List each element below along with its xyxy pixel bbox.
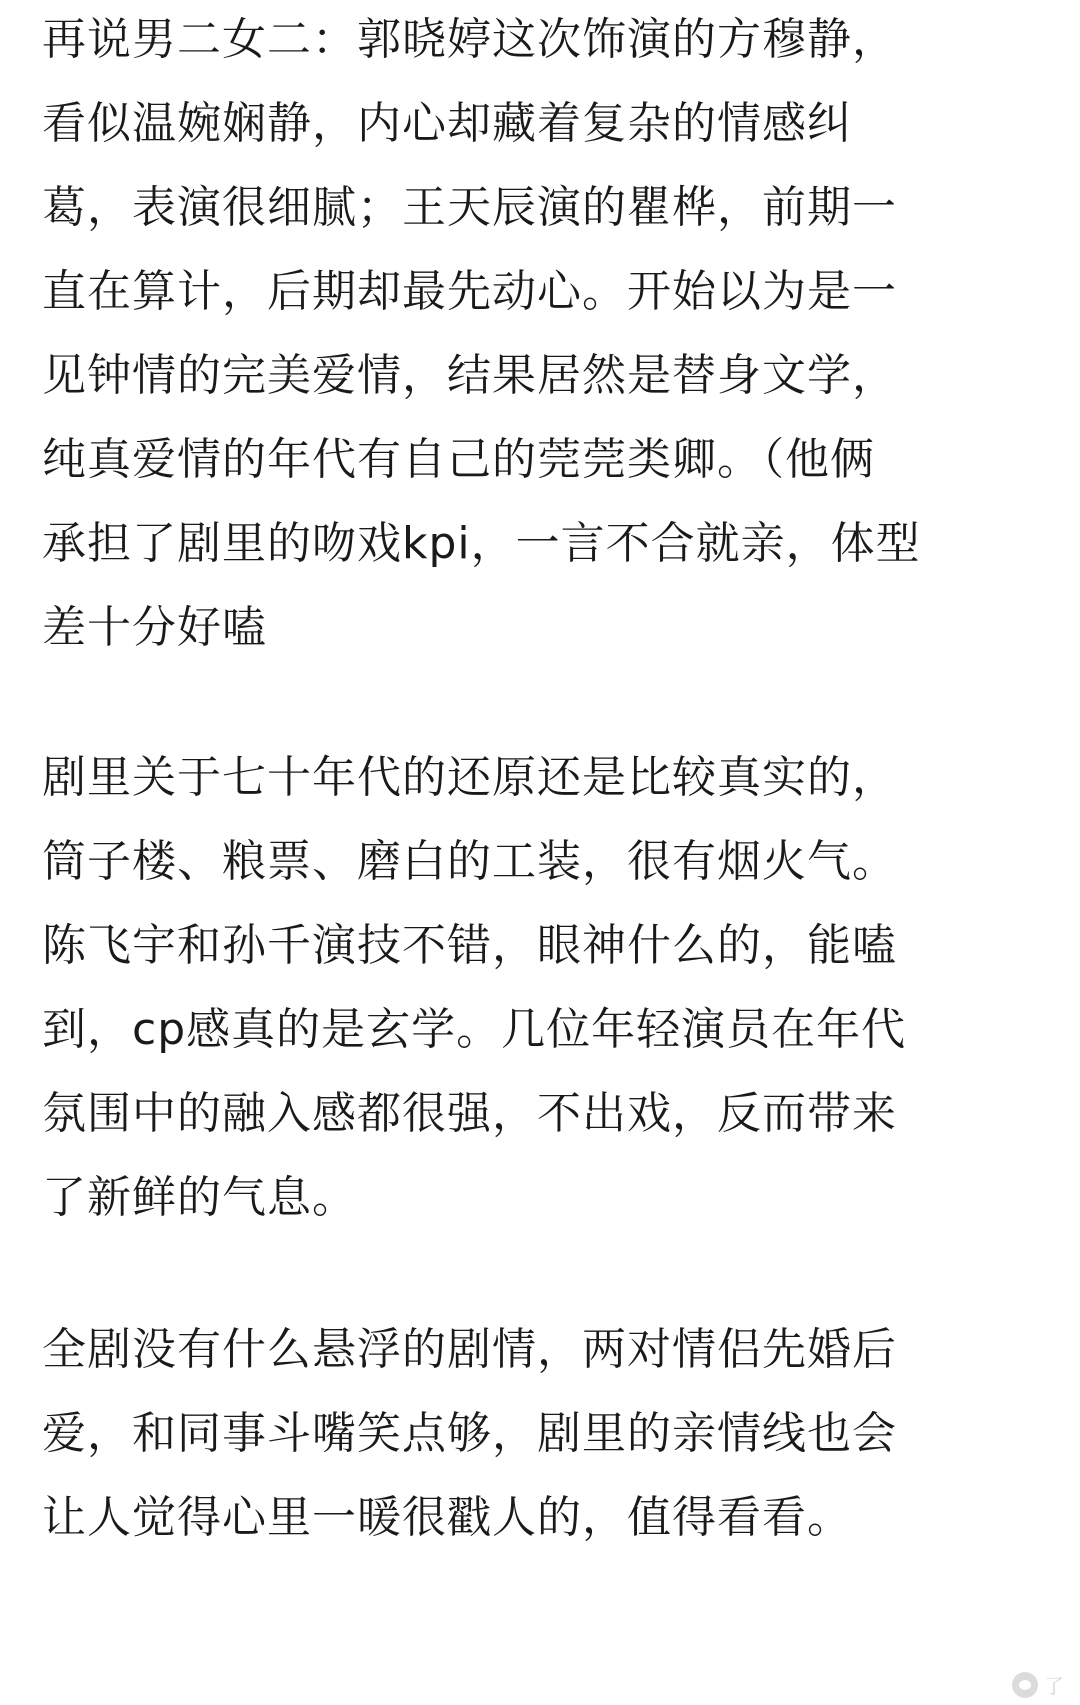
paragraph-2-line-5: 氛围中的融入感都很强，不出戏，反而带来	[42, 1088, 897, 1139]
paragraph-3-line-3: 让人觉得心里一暖很戳人的，值得看看。	[42, 1492, 852, 1543]
weibo-logo-icon	[1012, 1672, 1038, 1698]
paragraph-2-line-2: 筒子楼、粮票、磨白的工装，很有烟火气。	[42, 836, 897, 887]
paragraph-2-line-6: 了新鲜的气息。	[42, 1172, 357, 1223]
paragraph-1-line-1: 再说男二女二：郭晓婷这次饰演的方穆静，	[42, 14, 897, 65]
paragraph-1-line-5: 见钟情的完美爱情，结果居然是替身文学，	[42, 350, 897, 401]
paragraph-3-line-1: 全剧没有什么悬浮的剧情，两对情侣先婚后	[42, 1324, 897, 1375]
paragraph-1-line-8: 差十分好嗑	[42, 602, 267, 653]
watermark	[1012, 1670, 1064, 1699]
paragraph-2-line-3: 陈飞宇和孙千演技不错，眼神什么的，能嗑	[42, 920, 897, 971]
paragraph-1-line-7: 承担了剧里的吻戏kpi，一言不合就亲，体型	[42, 518, 921, 569]
paragraph-2-line-4: 到，cp感真的是玄学。几位年轻演员在年代	[42, 1004, 907, 1055]
paragraph-1-line-4: 直在算计，后期却最先动心。开始以为是一	[42, 266, 897, 317]
paragraph-1-line-3: 葛，表演很细腻；王天辰演的瞿桦，前期一	[42, 182, 897, 233]
watermark-text: 了	[1044, 1676, 1064, 1698]
paragraph-3-line-2: 爱，和同事斗嘴笑点够，剧里的亲情线也会	[42, 1408, 897, 1459]
paragraph-1-line-6: 纯真爱情的年代有自己的莞莞类卿。（他俩	[42, 434, 875, 485]
paragraph-2-line-1: 剧里关于七十年代的还原还是比较真实的，	[42, 752, 897, 803]
paragraph-1-line-2: 看似温婉娴静，内心却藏着复杂的情感纠	[42, 98, 852, 149]
